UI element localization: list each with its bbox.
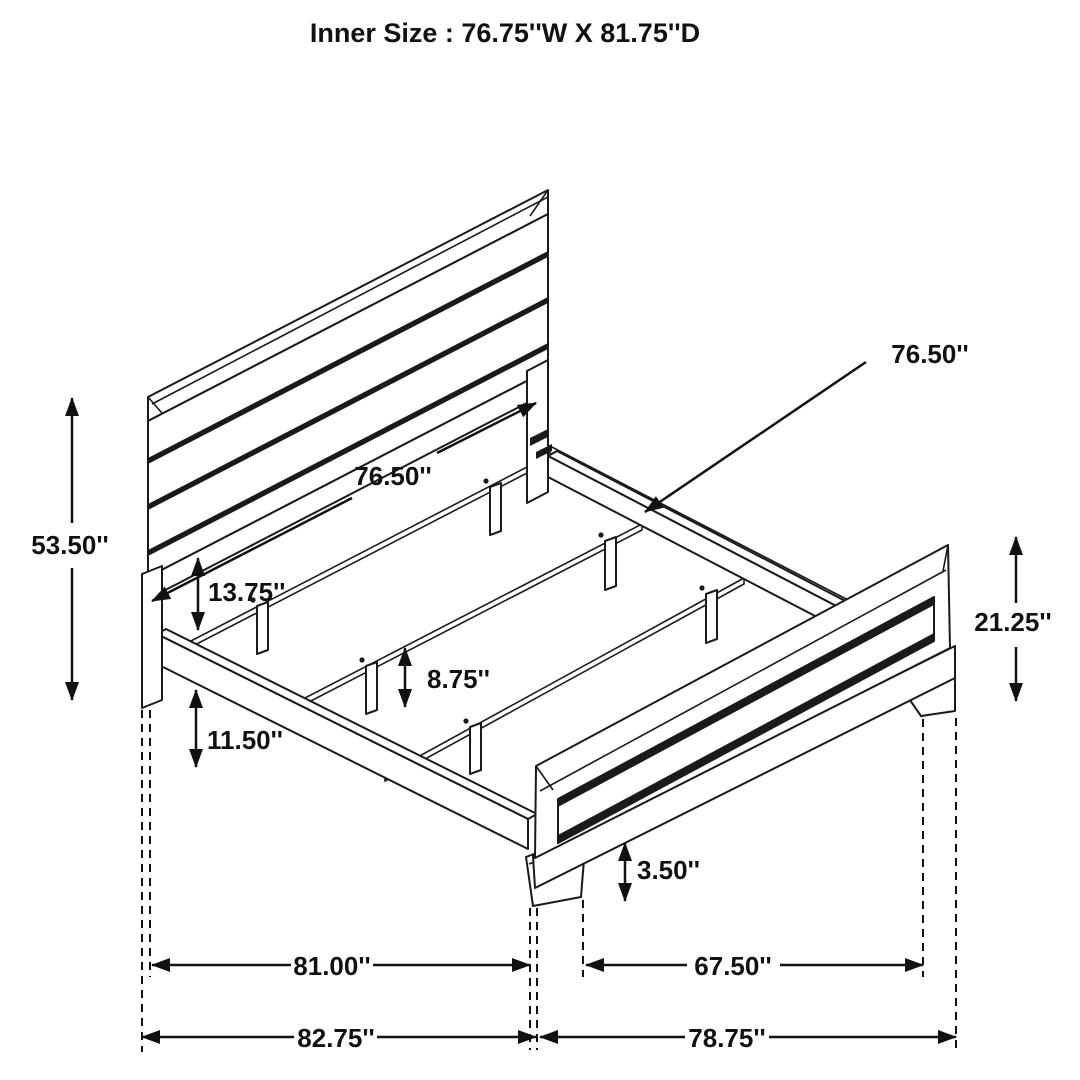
dim-label-footboard-span: 78.75'' [688, 1023, 766, 1053]
dim-label-inner-length: 81.00'' [293, 951, 371, 981]
dim-label-headboard-panel-height: 13.75'' [208, 577, 286, 607]
support-leg [366, 662, 377, 714]
support-leg [605, 537, 616, 590]
dim-label-center-leg-height: 8.75'' [427, 664, 490, 694]
slat-peg [699, 585, 704, 590]
support-leg [470, 723, 481, 774]
dim-label-headboard-inner-width: 76.50'' [354, 461, 432, 491]
slat-peg [359, 657, 364, 662]
dim-label-rail-span: 67.50'' [694, 951, 772, 981]
support-leg [257, 602, 268, 654]
slat-peg [483, 478, 488, 483]
dim-label-side-rail-height: 11.50'' [207, 725, 283, 755]
dim-label-slat-length: 76.50'' [891, 339, 969, 369]
support-leg [706, 590, 717, 643]
headboard-left-post [142, 566, 162, 708]
slat-peg [463, 718, 468, 723]
dim-label-overall-depth: 82.75'' [297, 1023, 375, 1053]
dim-label-footboard-height: 21.25'' [974, 607, 1052, 637]
dim-label-overall-height: 53.50'' [31, 530, 109, 560]
dim-label-footboard-clearance: 3.50'' [637, 855, 700, 885]
diagram-title: Inner Size : 76.75''W X 81.75''D [309, 18, 701, 48]
support-leg [490, 483, 501, 535]
slat-peg [598, 532, 603, 537]
